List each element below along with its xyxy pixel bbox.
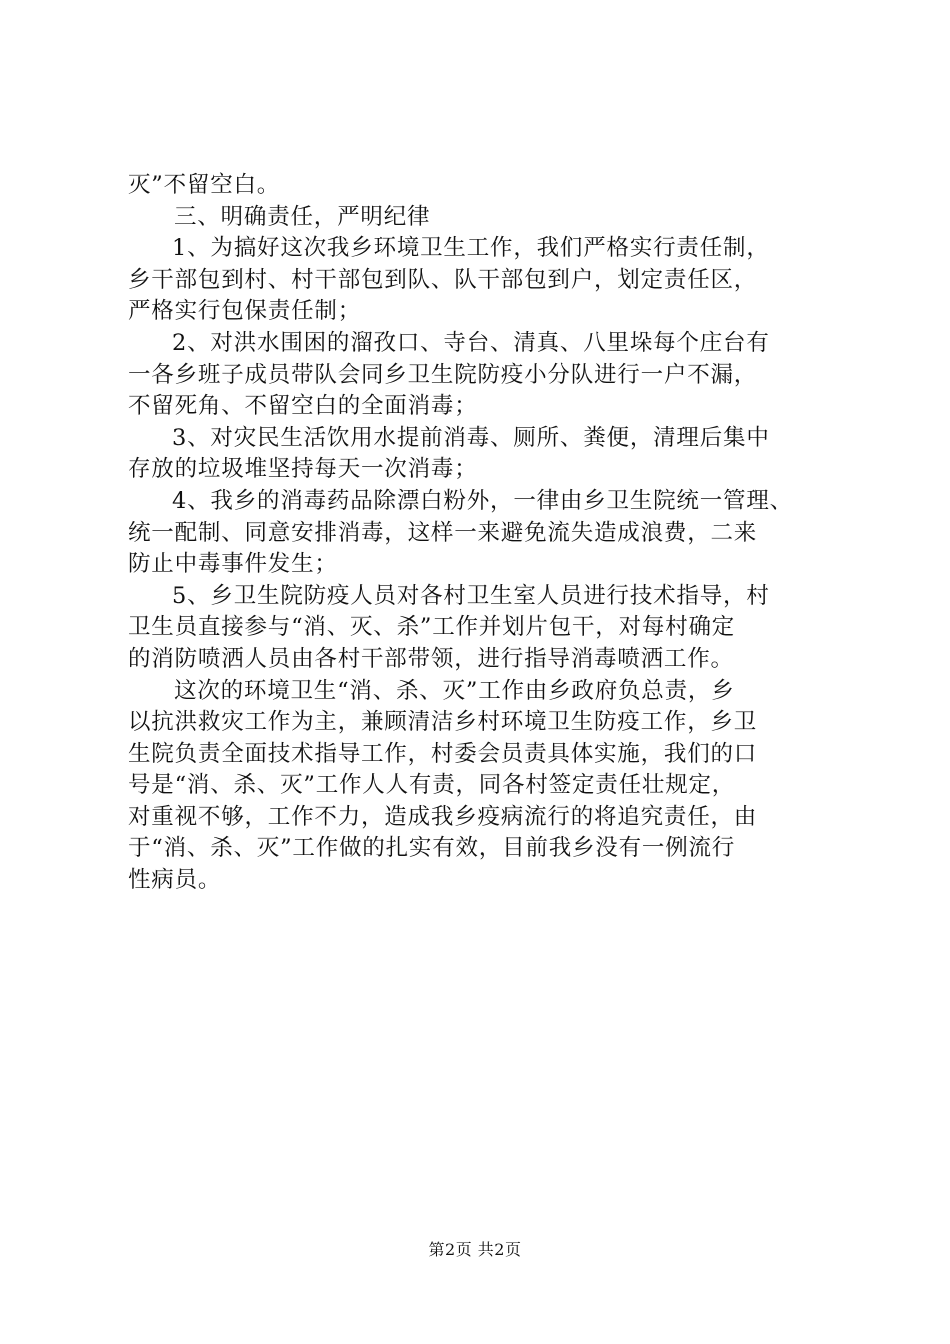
text-line: 对重视不够，工作不力，造成我乡疫病流行的将追究责任，由 — [128, 803, 758, 830]
text-line: 4、我乡的消毒药品除漂白粉外，一律由乡卫生院统一管理、 — [172, 487, 793, 514]
text-line: 2、对洪水围困的溜孜口、寺台、清真、八里垛每个庄台有 — [172, 329, 770, 356]
text-line: 于“消、杀、灭”工作做的扎实有效，目前我乡没有一例流行 — [128, 835, 736, 862]
text-line: 1、为搞好这次我乡环境卫生工作，我们严格实行责任制， — [172, 235, 770, 262]
text-line: 的消防喷洒人员由各村干部带领，进行指导消毒喷洒工作。 — [128, 645, 734, 672]
text-line: 严格实行包保责任制； — [128, 298, 362, 325]
page-number-footer: 第2页 共2页 — [428, 1240, 522, 1259]
text-line: 灭”不留空白。 — [128, 172, 281, 198]
text-line: 统一配制、同意安排消毒，这样一来避免流失造成浪费，二来 — [128, 519, 758, 546]
section-heading: 三、明确责任，严明纪律 — [174, 203, 431, 230]
text-line: 5、乡卫生院防疫人员对各村卫生室人员进行技术指导，村 — [172, 582, 770, 609]
text-line: 防止中毒事件发生； — [128, 551, 338, 578]
text-line: 一各乡班子成员带队会同乡卫生院防疫小分队进行一户不漏， — [128, 361, 758, 388]
text-line: 存放的垃圾堆坚持每天一次消毒； — [128, 456, 478, 483]
text-line: 这次的环境卫生“消、杀、灭”工作由乡政府负总责，乡 — [174, 677, 735, 704]
text-line: 号是“消、杀、灭”工作人人有责，同各村签定责任壮规定， — [128, 772, 736, 799]
text-line: 以抗洪救灾工作为主，兼顾清洁乡村环境卫生防疫工作，乡卫 — [128, 709, 758, 736]
document-body — [128, 170, 840, 897]
text-line: 生院负责全面技术指导工作，村委会员责具体实施，我们的口 — [128, 740, 758, 767]
text-line: 卫生员直接参与“消、灭、杀”工作并划片包干，对每村确定 — [128, 614, 736, 641]
text-line: 3、对灾民生活饮用水提前消毒、厕所、粪便，清理后集中 — [172, 424, 770, 451]
text-line: 乡干部包到村、村干部包到队、队干部包到户，划定责任区， — [128, 266, 758, 293]
text-line: 不留死角、不留空白的全面消毒； — [128, 393, 478, 420]
text-line: 性病员。 — [128, 867, 222, 894]
